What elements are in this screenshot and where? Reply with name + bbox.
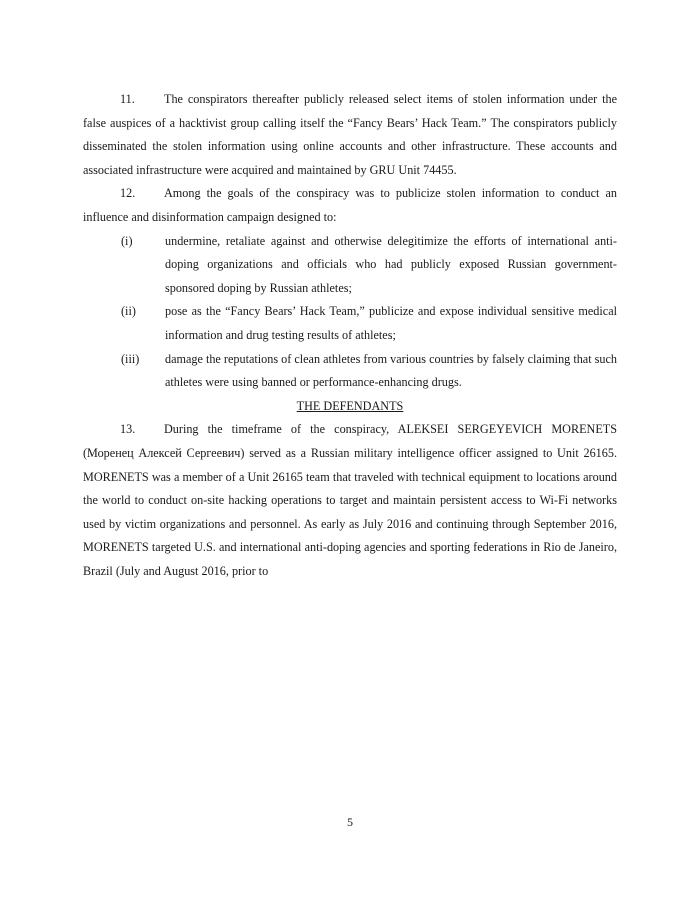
paragraph-12: [83, 182, 617, 229]
list-item: [121, 348, 617, 395]
list-item-text: undermine, retaliate against and otherwise delegitimize the efforts of international anti-doping organizations and officials who had publicly exposed Russian government-sponsored doping by Russian athletes;: [165, 233, 617, 295]
section-heading: THE DEFENDANTS: [296, 398, 404, 413]
paragraph-number: 13.: [120, 422, 136, 437]
paragraph-11: [83, 88, 617, 182]
list-item-text: damage the reputations of clean athletes from various countries by falsely claiming that such athletes were using banned or performance-enhancing drugs.: [165, 351, 617, 390]
page-number: 5: [347, 815, 353, 829]
list-item: [121, 230, 617, 301]
paragraph-number: 12.: [120, 186, 136, 201]
list-item-label: (ii): [121, 304, 136, 319]
paragraph-text: Among the goals of the conspiracy was to publicize stolen information to conduct an influence and disinformation campaign designed to:: [83, 186, 617, 224]
paragraph-number: 11.: [120, 92, 135, 106]
list-item-label: (i): [121, 233, 133, 248]
list-item-text: pose as the “Fancy Bears’ Hack Team,” publicize and expose individual sensitive medical information and drug testing results of athletes;: [165, 304, 617, 342]
paragraph-13: [83, 418, 617, 583]
paragraph-text: The conspirators thereafter publicly released select items of stolen information under the false auspices of a hacktivist group calling itself the “Fancy Bears’ Hack Team.” The conspirators publicly disseminated the stolen information using online accounts and other infrastructure. These accounts and associated infrastructure were acquired and maintained by GRU Unit 74455.: [83, 92, 617, 177]
list-item-label: (iii): [121, 351, 140, 366]
paragraph-text: During the timeframe of the conspiracy, ALEKSEI SERGEYEVICH MORENETS (Моренец Алексей Сергеевич) served as a Russian military intelligence officer assigned to Unit 26165. MORENETS was a member of a Unit 26165 team that traveled with technical equipment to locations around the world to conduct on-site hacking operations to target and maintain persistent access to Wi-Fi networks used by victim organizations and personnel. As early as July 2016 and continuing through September 2016, MORENETS targeted U.S. and international anti-doping agencies and sporting federations in Rio de Janeiro, Brazil (July and August 2016, prior to: [83, 422, 617, 578]
document-body: [83, 88, 617, 583]
list-item: [121, 300, 617, 347]
